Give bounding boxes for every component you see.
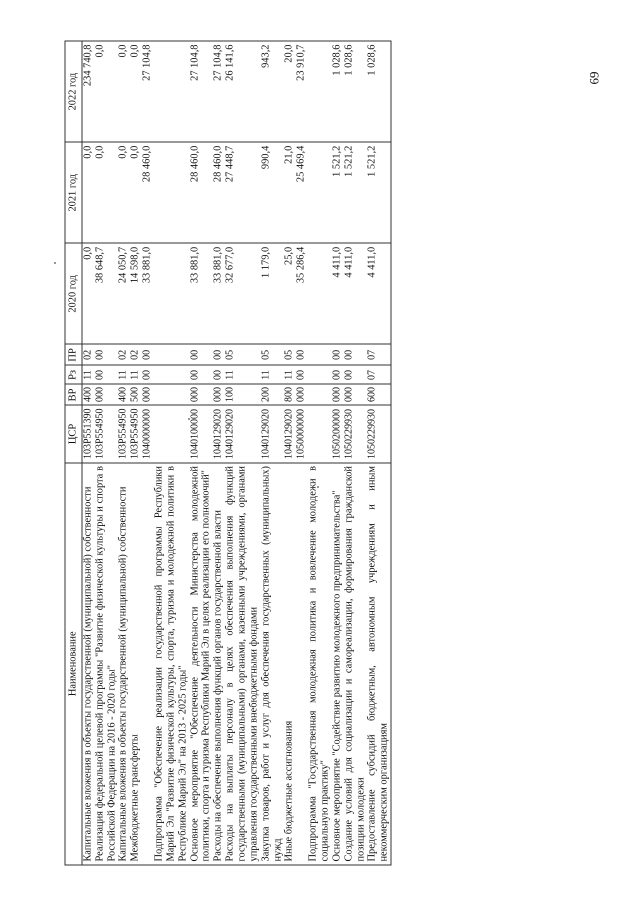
cell-value: 000 <box>331 386 343 402</box>
rz-cell <box>284 365 308 384</box>
vr-cell <box>213 384 225 405</box>
cell-value: 000 <box>295 386 307 402</box>
pr-cell <box>213 344 225 365</box>
amount-2021-cell <box>94 142 118 243</box>
vr-cell <box>154 384 190 405</box>
pr-cell <box>82 344 94 365</box>
csr-cell <box>343 405 367 462</box>
pr-cell <box>260 344 284 365</box>
amount-2022-cell <box>118 41 130 142</box>
rz-cell <box>189 365 213 384</box>
amount-2021-cell <box>367 142 391 243</box>
cell-value: 32 677,0 <box>224 246 236 283</box>
cell-value: 00 <box>141 369 153 380</box>
cell-value: 600 <box>366 386 378 402</box>
cell-value: 0,0 <box>94 44 106 57</box>
header-2020: 2020 год <box>65 243 82 344</box>
cell-value: 00 <box>94 369 106 380</box>
amount-2022-cell <box>331 41 343 142</box>
cell-value: 33 881,0 <box>212 246 224 283</box>
csr-cell <box>154 405 190 462</box>
amount-2022-cell <box>130 41 154 142</box>
cell-value: 38 648,7 <box>94 246 106 283</box>
rz-cell <box>154 365 190 384</box>
amount-2020-cell <box>284 243 308 344</box>
cell-value: 100 <box>224 386 236 402</box>
vr-cell <box>367 384 391 405</box>
cell-value: 00 <box>331 369 343 380</box>
cell-value: 1040100000 <box>189 408 201 459</box>
amount-2021-cell <box>331 142 343 243</box>
amount-2022-cell <box>94 41 118 142</box>
row-name-cell: Реализация федеральной целевой программы "Развитие физической культуры и спорта в Российской Федерации на 2016 - 2020 годы" <box>94 462 118 864</box>
row-name-cell: Подпрограмма "Государственная молодежная политика и вовлечение молодежи в социальную практику" <box>308 462 332 864</box>
cell-value: 02 <box>117 349 129 360</box>
budget-table <box>65 40 392 865</box>
pr-cell <box>154 344 190 365</box>
cell-value: 14 598,0 <box>129 246 141 283</box>
pr-cell <box>94 344 118 365</box>
cell-value: 25,0 <box>283 246 295 265</box>
amount-2020-cell <box>308 243 332 344</box>
cell-value: 4 411,0 <box>331 246 343 278</box>
cell-value: 800 <box>283 386 295 402</box>
csr-cell <box>118 405 130 462</box>
header-vr: ВР <box>65 384 82 405</box>
amount-2020-cell <box>118 243 130 344</box>
cell-value: 1050229930 <box>366 408 378 459</box>
csr-cell <box>260 405 284 462</box>
cell-value: 20,0 <box>283 44 295 63</box>
amount-2021-cell <box>260 142 284 243</box>
amount-2021-cell <box>284 142 308 243</box>
cell-value: 00 <box>295 349 307 360</box>
cell-value: 00 <box>343 369 355 380</box>
cell-value: 103P554950 <box>94 407 106 459</box>
table-row <box>331 41 343 865</box>
cell-value: 000 <box>212 386 224 402</box>
cell-value: 27 104,8 <box>141 44 153 81</box>
cell-value: 1 179,0 <box>260 246 272 278</box>
table-row <box>118 41 130 865</box>
amount-2022-cell <box>225 41 261 142</box>
amount-2022-cell <box>343 41 367 142</box>
cell-value: 27 104,8 <box>212 44 224 81</box>
csr-cell <box>189 405 213 462</box>
row-name-cell: Капитальные вложения в объекты государственной (муниципальной) собственности <box>82 462 94 864</box>
vr-cell <box>94 384 118 405</box>
amount-2021-cell <box>130 142 154 243</box>
rz-cell <box>343 365 367 384</box>
amount-2020-cell <box>154 243 190 344</box>
pr-cell <box>189 344 213 365</box>
cell-value: 00 <box>189 349 201 360</box>
cell-value: 25 469,4 <box>295 145 307 182</box>
vr-cell <box>260 384 284 405</box>
amount-2020-cell <box>130 243 154 344</box>
cell-value: 00 <box>189 369 201 380</box>
cell-value: 07 <box>366 349 378 360</box>
row-name-cell: Подпрограмма "Обеспечение реализации государственной программы Республики Марий Эл "Развитие физической культуры, спорта, туризма и молодежной политики в Республике Марий Эл" на 2013 - 2025 годы" <box>154 462 190 864</box>
cell-value: 000 <box>343 386 355 402</box>
cell-value: 500 <box>129 386 141 402</box>
pr-cell <box>367 344 391 365</box>
cell-value: 0,0 <box>117 44 129 57</box>
cell-value: 200 <box>260 386 272 402</box>
cell-value: 103P554950 <box>129 407 141 459</box>
csr-cell <box>367 405 391 462</box>
table-header-row <box>65 41 82 865</box>
cell-value: 11 <box>260 369 272 380</box>
table-row <box>225 41 261 865</box>
cell-value: 0,0 <box>129 145 141 159</box>
table-row <box>367 41 391 865</box>
csr-cell <box>284 405 308 462</box>
cell-value: 02 <box>82 349 94 360</box>
header-pr: ПР <box>65 344 82 365</box>
rz-cell <box>82 365 94 384</box>
cell-value: 11 <box>82 369 94 380</box>
amount-2022-cell <box>82 41 94 142</box>
cell-value: 1040129020 <box>283 408 295 459</box>
amount-2020-cell <box>260 243 284 344</box>
cell-value: 00 <box>141 349 153 360</box>
cell-value: 4 411,0 <box>343 246 355 278</box>
rotated-page-content <box>65 40 575 865</box>
vr-cell <box>189 384 213 405</box>
header-2021: 2021 год <box>65 142 82 243</box>
rz-cell <box>367 365 391 384</box>
cell-value: 00 <box>212 349 224 360</box>
cell-value: 28 460,0 <box>189 145 201 182</box>
cell-value: 11 <box>129 369 141 380</box>
amount-2021-cell <box>154 142 190 243</box>
table-body <box>82 41 391 865</box>
cell-value: 05 <box>283 349 295 360</box>
table-row <box>94 41 118 865</box>
amount-2020-cell <box>213 243 225 344</box>
amount-2021-cell <box>82 142 94 243</box>
table-row <box>82 41 94 865</box>
amount-2020-cell <box>94 243 118 344</box>
cell-value: 1 521,2 <box>331 145 343 177</box>
csr-cell <box>82 405 94 462</box>
csr-cell <box>213 405 225 462</box>
cell-value: 990,4 <box>260 145 272 169</box>
cell-value: 1 028,6 <box>343 44 355 76</box>
pr-cell <box>284 344 308 365</box>
cell-value: 1 521,2 <box>343 145 355 177</box>
rz-cell <box>260 365 284 384</box>
cell-value: 0,0 <box>129 44 141 57</box>
csr-cell <box>308 405 332 462</box>
cell-value: 00 <box>343 349 355 360</box>
cell-value: 1050200000 <box>331 408 343 459</box>
amount-2021-cell <box>343 142 367 243</box>
row-name-cell: Основное мероприятие "Содействие развитию молодежного предпринимательства" <box>331 462 343 864</box>
row-name-cell: Основное мероприятие "Обеспечение деятельности Министерства молодежной политики, спорта и туризма Республики Марий Эл в целях реализации его полномочий" <box>189 462 213 864</box>
pr-cell <box>331 344 343 365</box>
cell-value: 1 521,2 <box>366 145 378 177</box>
header-2022: 2022 год <box>65 41 82 142</box>
page-number: 69 <box>586 71 602 85</box>
cell-value: 1 028,6 <box>366 44 378 76</box>
vr-cell <box>331 384 343 405</box>
pr-cell <box>308 344 332 365</box>
rz-cell <box>308 365 332 384</box>
amount-2022-cell <box>213 41 225 142</box>
cell-value: 24 050,7 <box>117 246 129 283</box>
amount-2020-cell <box>343 243 367 344</box>
cell-value: 4 411,0 <box>366 246 378 278</box>
amount-2022-cell <box>189 41 213 142</box>
header-csr: ЦСР <box>65 405 82 462</box>
csr-cell <box>225 405 261 462</box>
cell-value: 27 104,8 <box>189 44 201 81</box>
cell-value: 1050000000 <box>295 408 307 459</box>
pr-cell <box>130 344 154 365</box>
cell-value: 943,2 <box>260 44 272 68</box>
csr-cell <box>331 405 343 462</box>
amount-2020-cell <box>189 243 213 344</box>
cell-value: 23 910,7 <box>295 44 307 81</box>
amount-2022-cell <box>367 41 391 142</box>
amount-2022-cell <box>284 41 308 142</box>
pr-cell <box>118 344 130 365</box>
cell-value: 0,0 <box>82 246 94 260</box>
amount-2021-cell <box>189 142 213 243</box>
table-row <box>213 41 225 865</box>
cell-value: 1050229930 <box>343 408 355 459</box>
csr-cell <box>94 405 118 462</box>
header-rz: Рз <box>65 365 82 384</box>
row-name-cell: Капитальные вложения в объекты государственной (муниципальной) собственности <box>118 462 130 864</box>
cell-value: 000 <box>94 386 106 402</box>
cell-value: 0,0 <box>94 145 106 159</box>
cell-value: 234 740,8 <box>82 44 94 86</box>
vr-cell <box>82 384 94 405</box>
table-row <box>154 41 190 865</box>
cell-value: 1040129020 <box>212 408 224 459</box>
table-row <box>284 41 308 865</box>
vr-cell <box>308 384 332 405</box>
row-name-cell: Иные бюджетные ассигнования <box>284 462 308 864</box>
pr-cell <box>343 344 367 365</box>
rz-cell <box>331 365 343 384</box>
cell-value: 21,0 <box>283 145 295 164</box>
cell-value: 35 286,4 <box>295 246 307 283</box>
cell-value: 33 881,0 <box>189 246 201 283</box>
cell-value: 0,0 <box>117 145 129 159</box>
row-name-cell: Межбюджетные трансферты <box>130 462 154 864</box>
rz-cell <box>94 365 118 384</box>
pr-cell <box>225 344 261 365</box>
amount-2022-cell <box>260 41 284 142</box>
amount-2020-cell <box>225 243 261 344</box>
cell-value: 05 <box>260 349 272 360</box>
cell-value: 11 <box>283 369 295 380</box>
cell-value: 28 460,0 <box>212 145 224 182</box>
cell-value: 11 <box>117 369 129 380</box>
cell-value: 103P554950 <box>117 407 129 459</box>
rz-cell <box>118 365 130 384</box>
rz-cell <box>213 365 225 384</box>
cell-value: 02 <box>129 349 141 360</box>
cell-value: 00 <box>295 369 307 380</box>
vr-cell <box>130 384 154 405</box>
cell-value: 33 881,0 <box>141 246 153 283</box>
cell-value: 103P551390 <box>82 407 94 459</box>
row-name-cell: Расходы на обеспечение выполнения функций органов государственной власти <box>213 462 225 864</box>
csr-cell <box>130 405 154 462</box>
amount-2021-cell <box>118 142 130 243</box>
rz-cell <box>225 365 261 384</box>
row-name-cell: Создание условий для социализации и самореализации, формирования гражданской позиции молодежи <box>343 462 367 864</box>
table-row <box>308 41 332 865</box>
vr-cell <box>118 384 130 405</box>
cell-value: 400 <box>117 386 129 402</box>
cell-value: 1040129020 <box>260 408 272 459</box>
cell-value: 07 <box>366 369 378 380</box>
row-name-cell: Расходы на выплаты персоналу в целях обеспечения выполнения функций государственными (муниципальными) органами, казенными учреждениями, органами управления государственными внебюджетными фондами <box>225 462 261 864</box>
table-row <box>130 41 154 865</box>
cell-value: 000 <box>141 386 153 402</box>
scan-speck <box>54 262 56 264</box>
table-row <box>343 41 367 865</box>
cell-value: 00 <box>212 369 224 380</box>
vr-cell <box>225 384 261 405</box>
cell-value: 1 028,6 <box>331 44 343 76</box>
cell-value: 05 <box>224 349 236 360</box>
cell-value: 28 460,0 <box>141 145 153 182</box>
cell-value: 11 <box>224 369 236 380</box>
cell-value: 0,0 <box>82 145 94 159</box>
amount-2020-cell <box>331 243 343 344</box>
row-name-cell: Предоставление субсидий бюджетным, автономным учреждениям и иным некоммерческим организациям <box>367 462 391 864</box>
cell-value: 1040000000 <box>141 408 153 459</box>
amount-2020-cell <box>367 243 391 344</box>
amount-2020-cell <box>82 243 94 344</box>
amount-2021-cell <box>308 142 332 243</box>
header-name: Наименование <box>65 462 82 864</box>
vr-cell <box>343 384 367 405</box>
cell-value: 1040129020 <box>224 408 236 459</box>
table-row <box>189 41 213 865</box>
amount-2022-cell <box>308 41 332 142</box>
table-row <box>260 41 284 865</box>
amount-2021-cell <box>213 142 225 243</box>
amount-2022-cell <box>154 41 190 142</box>
cell-value: 26 141,6 <box>224 44 236 81</box>
cell-value: 00 <box>331 349 343 360</box>
cell-value: 000 <box>189 386 201 402</box>
amount-2021-cell <box>225 142 261 243</box>
cell-value: 27 448,7 <box>224 145 236 182</box>
rz-cell <box>130 365 154 384</box>
row-name-cell: Закупка товаров, работ и услуг для обеспечения государственных (муниципальных) нужд <box>260 462 284 864</box>
cell-value: 400 <box>82 386 94 402</box>
cell-value: 00 <box>94 349 106 360</box>
vr-cell <box>284 384 308 405</box>
